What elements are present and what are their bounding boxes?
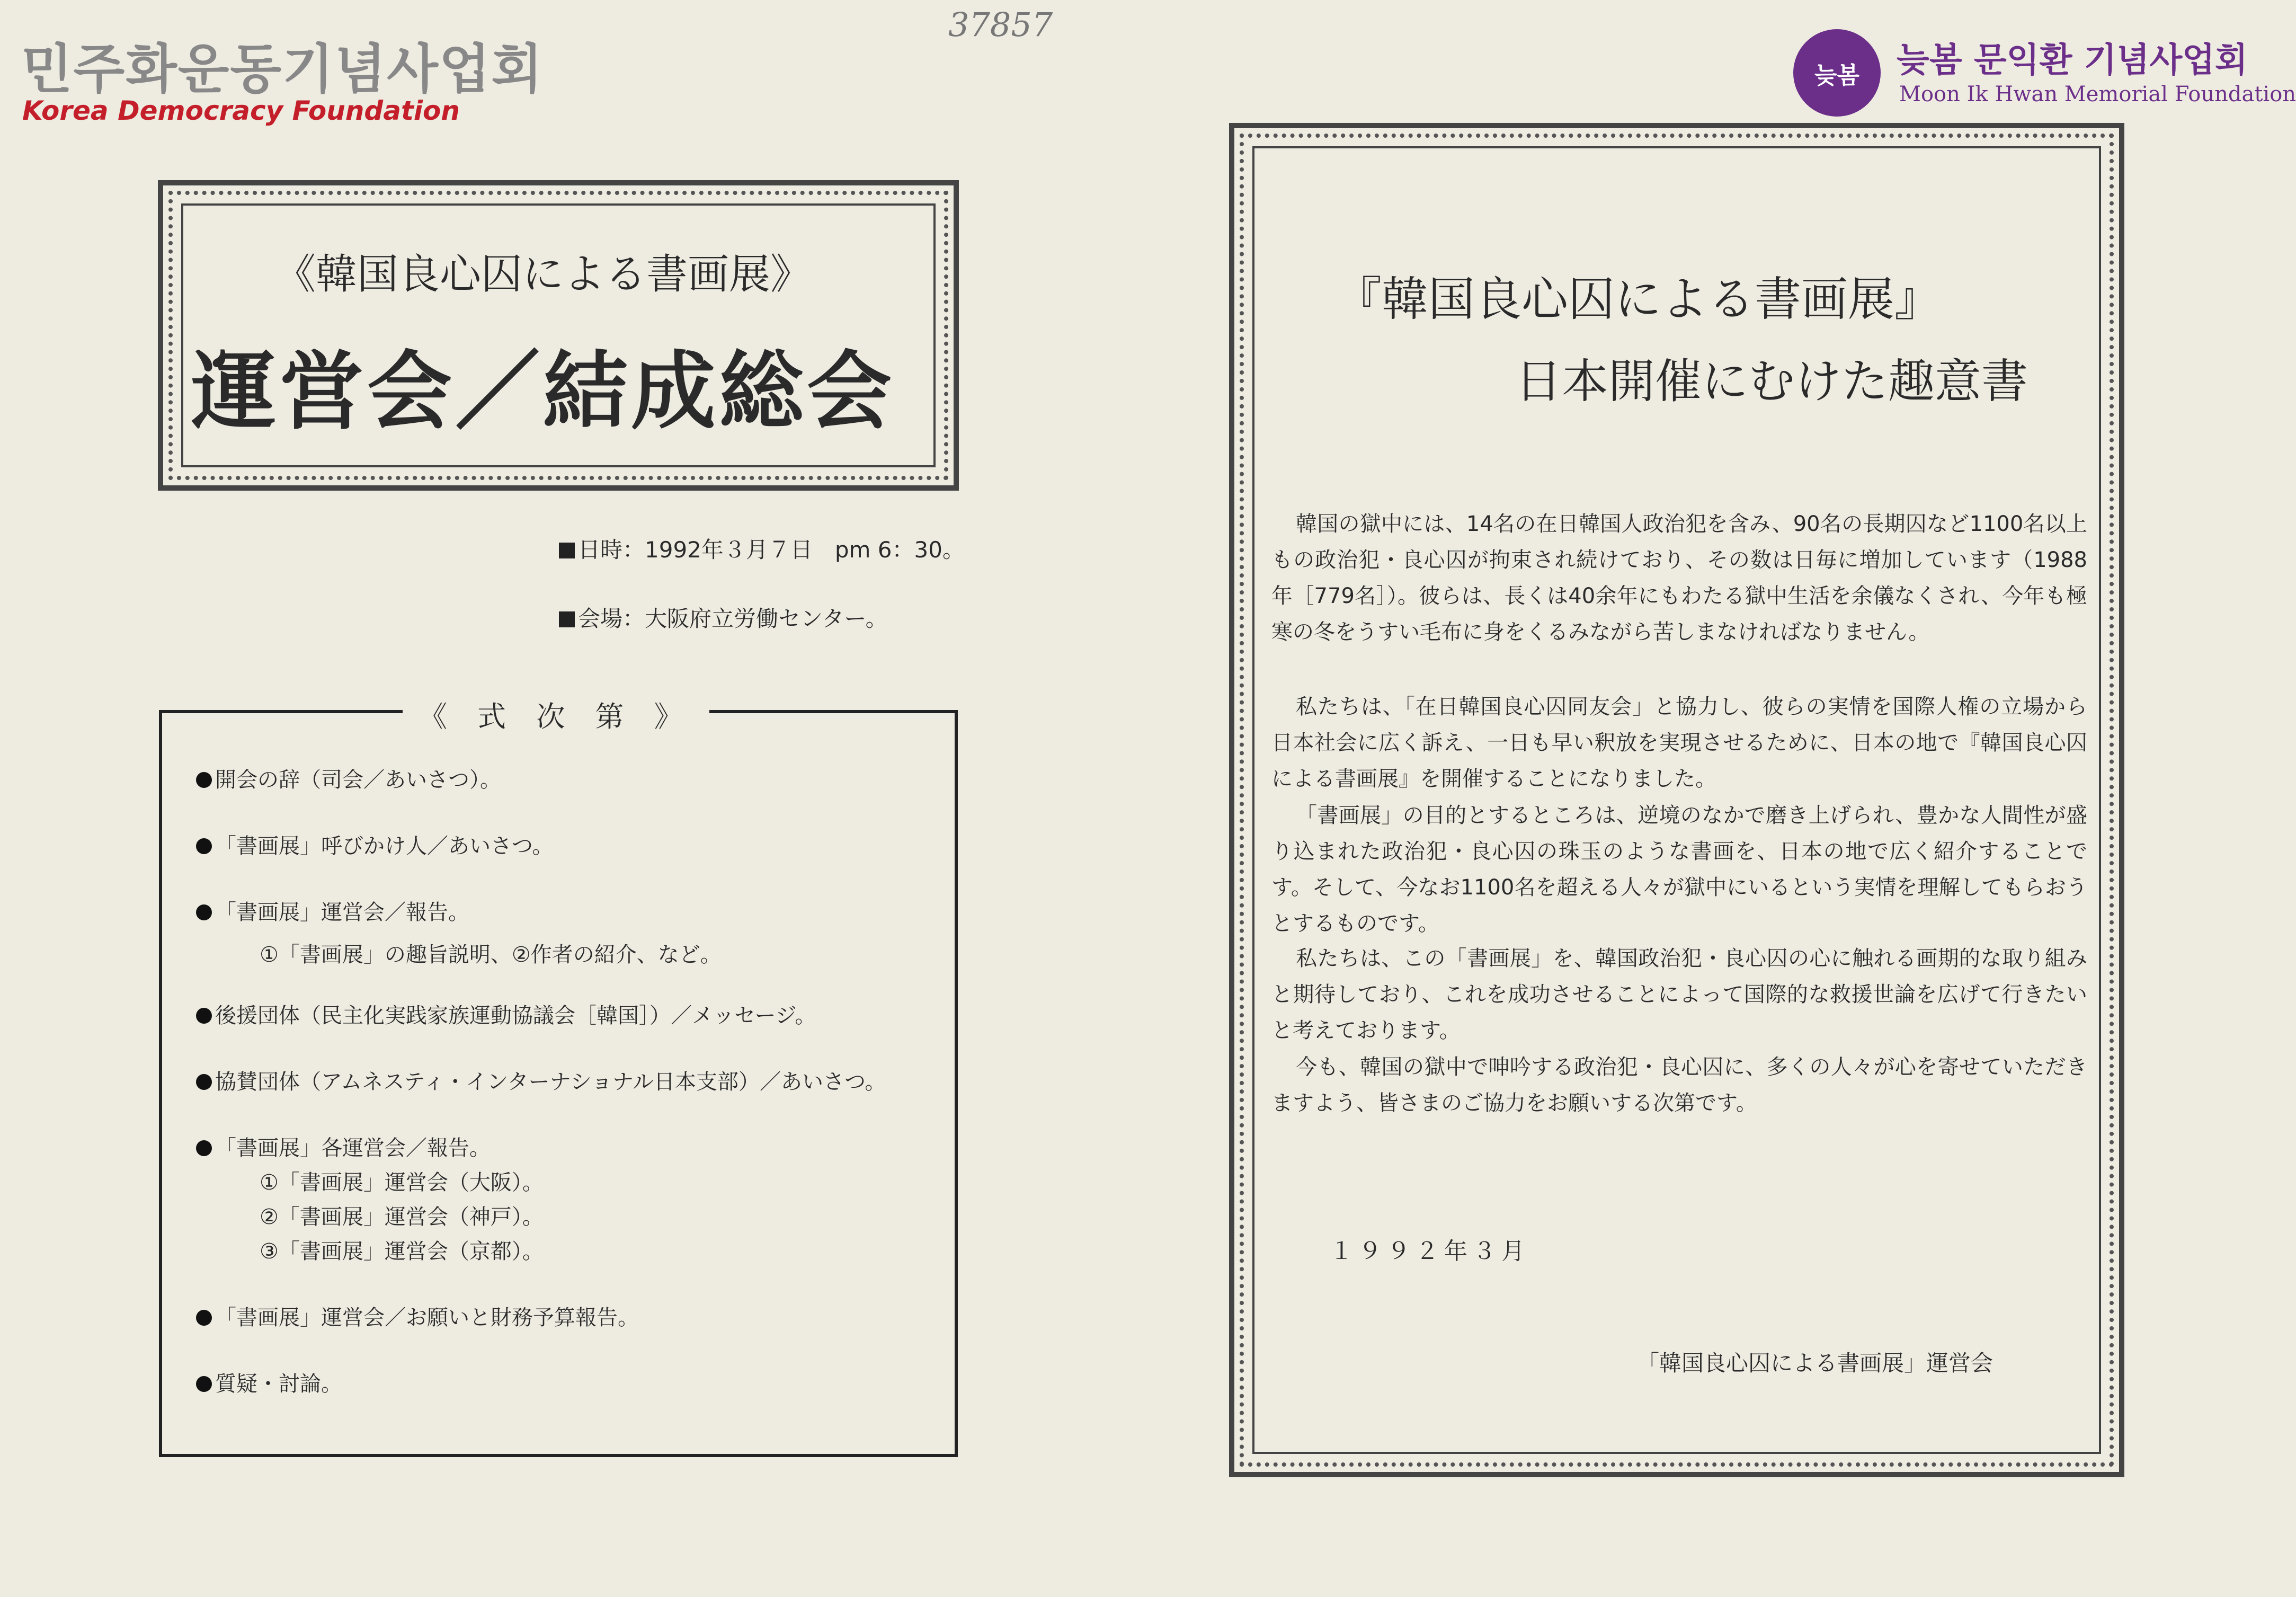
moon-foundation-logo-english: Moon Ik Hwan Memorial Foundation [1899,82,2296,107]
program-item: 「書画展」各運営会／報告。 [196,1131,491,1161]
bullet-dot-icon [196,904,212,920]
moon-foundation-seal: 늦봄 [1793,29,1881,117]
kdf-logo-english: Korea Democracy Foundation [22,95,460,126]
prospectus-title: 『韓国良心囚による書画展』 [1335,272,1942,326]
program-item: 協賛団体（アムネスティ・インターナショナル日本支部）／あいさつ。 [196,1065,886,1095]
bullet-dot-icon [196,1376,212,1392]
prospectus-signature: 「韓国良心囚による書画展」運営会 [1637,1350,1994,1376]
program-subitem: ③「書画展」運営会（京都）。 [260,1239,544,1264]
program-subitem: ①「書画展」運営会（大阪）。 [260,1170,544,1195]
prospectus-paragraph: 私たちは、この「書画展」を、韓国政治犯・良心囚の心に触れる画期的な取り組みと期待しており、これを成功させることによって国際的な救援世論を広げて行きたいと考えております。 [1271,946,2087,1043]
prospectus-paragraph: 韓国の獄中には、14名の在日韓国人政治犯を含み、90名の長期囚など1100名以上もの政治犯・良心囚が拘束され続けており、その数は日毎に増加しています（1988年［779名］）。彼らは、長くは40余年にもわたる獄中生活を余儀なくされ、今年も極寒の冬をうすい毛布に身をくるみながら苦しまなければなりません。 [1271,512,2087,644]
exhibition-title: 《韓国良心囚による書画展》 [274,251,812,298]
bullet-dot-icon [196,772,212,788]
bullet-dot-icon [196,1008,212,1024]
square-bullet-icon [559,543,575,558]
program-item: 後援団体（民主化実践家族運動協議会［韓国］）／メッセージ。 [196,999,816,1029]
bullet-dot-icon [196,1310,212,1326]
prospectus-paragraph: 「書画展」の目的とするところは、逆境のなかで磨き上げられ、豊かな人間性が盛り込まれた政治犯・良心囚の珠玉のような書画を、日本の地で広く紹介することです。そして、今なお1100名を超える人々が獄中にいるという実情を理解してもらおうとするものです。 [1271,803,2087,936]
program-subitem: ①「書画展」の趣旨説明、②作者の紹介、など。 [260,943,722,967]
program-subitem: ②「書画展」運営会（神戸）。 [260,1205,544,1229]
archive-item-number: 37857 [948,5,1053,44]
kdf-logo-korean: 민주화운동기념사업회 [21,38,544,100]
prospectus-subtitle: 日本開催にむけた趣意書 [1515,354,2028,409]
program-item: 「書画展」呼びかけ人／あいさつ。 [196,829,553,859]
prospectus-date: １９９２年３月 [1330,1238,1530,1265]
bullet-dot-icon [196,1074,212,1090]
venue-line: 会場：大阪府立労働センター。 [559,601,888,633]
moon-foundation-logo-korean: 늦봄 문익환 기념사업회 [1897,41,2248,80]
prospectus-paragraph: 今も、韓国の獄中で呻吟する政治犯・良心囚に、多くの人々が心を寄せていただきますよう、皆さまのご協力をお願いする次第です。 [1271,1055,2087,1115]
bullet-dot-icon [196,838,212,854]
prospectus-paragraph: 私たちは、「在日韓国良心囚同友会」と協力し、彼らの実情を国際人権の立場から日本社会に広く訴え、一日も早い釈放を実現させるために、日本の地で『韓国良心囚による書画展』を開催することになりました。 [1271,695,2087,791]
date-line: 日時：1992年３月７日 pm 6：30。 [559,533,965,564]
program-heading: 《 式 次 第 》 [403,694,709,735]
program-item: 「書画展」運営会／報告。 [196,895,469,926]
program-item: 「書画展」運営会／お願いと財務予算報告。 [196,1301,639,1331]
square-bullet-icon [559,611,575,627]
bullet-dot-icon [196,1140,212,1156]
program-item: 質疑・討論。 [196,1367,342,1397]
program-item: 開会の辞（司会／あいさつ）。 [196,763,501,793]
meeting-title: 運営会／結成総会 [191,341,895,441]
